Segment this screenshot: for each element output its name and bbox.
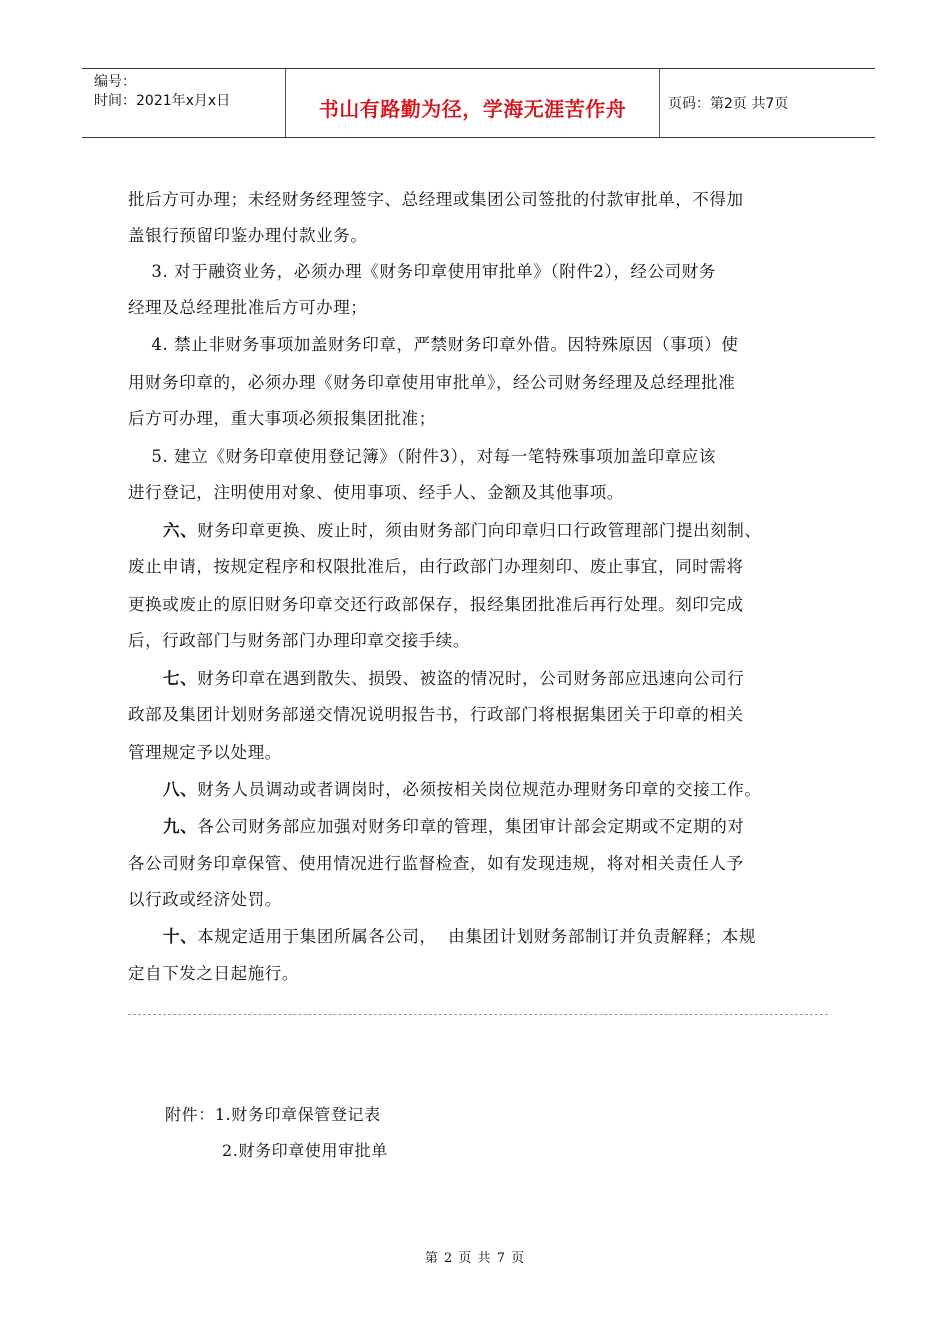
body-line: 废止申请，按规定程序和权限批准后，由行政部门办理刻印、废止事宜，同时需将 <box>128 557 744 576</box>
dashed-divider <box>128 1014 828 1015</box>
body-line: 六、财务印章更换、废止时，须由财务部门向印章归口行政管理部门提出刻制、 <box>163 521 762 540</box>
attachments-label: 附件： <box>165 1105 215 1124</box>
attachment-item: 2.财务印章使用审批单 <box>222 1141 388 1160</box>
body-line: 定自下发之日起施行。 <box>128 964 299 983</box>
body-line: 后，行政部门与财务部门办理印章交接手续。 <box>128 631 470 650</box>
body-line: 盖银行预留印鉴办理付款业务。 <box>128 226 368 245</box>
header-motto-cell <box>286 69 660 137</box>
body-line: 5. 建立《财务印章使用登记簿》（附件3），对每一笔特殊事项加盖印章应该 <box>128 447 716 466</box>
body-line: 批后方可办理；未经财务经理签字、总经理或集团公司签批的付款审批单，不得加 <box>128 190 744 209</box>
body-line: 3. 对于融资业务，必须办理《财务印章使用审批单》（附件2），经公司财务 <box>128 262 716 281</box>
body-line: 七、财务印章在遇到散失、损毁、被盗的情况时，公司财务部应迅速向公司行 <box>163 669 745 688</box>
header-page-cell <box>660 69 875 137</box>
body-line: 各公司财务印章保管、使用情况进行监督检查，如有发现违规，将对相关责任人予 <box>128 854 744 873</box>
serial-number-label: 编号： <box>94 74 136 90</box>
header-motto: 书山有路勤为径，学海无涯苦作舟 <box>318 97 627 121</box>
body-line: 管理规定予以处理。 <box>128 743 282 762</box>
attachment-line-1 <box>165 1102 381 1125</box>
body-line: 4. 禁止非财务事项加盖财务印章，严禁财务印章外借。因特殊原因（事项）使 <box>128 335 739 354</box>
document-header <box>82 68 875 138</box>
body-line: 九、各公司财务部应加强对财务印章的管理，集团审计部会定期或不定期的对 <box>163 817 745 836</box>
date-label: 时间：2021年x月x日 <box>94 93 231 109</box>
body-line: 经理及总经理批准后方可办理； <box>128 298 368 317</box>
body-line: 以行政或经济处罚。 <box>128 890 282 909</box>
body-line: 进行登记，注明使用对象、使用事项、经手人、金额及其他事项。 <box>128 483 624 502</box>
body-line: 政部及集团计划财务部递交情况说明报告书，行政部门将根据集团关于印章的相关 <box>128 705 744 724</box>
body-line: 后方可办理，重大事项必须报集团批准； <box>128 409 436 428</box>
body-line: 用财务印章的，必须办理《财务印章使用审批单》，经公司财务经理及总经理批准 <box>128 373 736 392</box>
body-line: 八、财务人员调动或者调岗时，必须按相关岗位规范办理财务印章的交接工作。 <box>163 780 762 799</box>
page-footer: 第 2 页 共 7 页 <box>424 1251 526 1266</box>
body-line: 更换或废止的原旧财务印章交还行政部保存，报经集团批准后再行处理。刻印完成 <box>128 595 744 614</box>
header-page-info: 页码：第2页 共7页 <box>668 96 789 112</box>
header-meta-cell <box>82 69 286 137</box>
attachment-item: 1.财务印章保管登记表 <box>214 1105 381 1124</box>
body-line: 十、本规定适用于集团所属各公司， 由集团计划财务部制订并负责解释；本规 <box>163 927 757 946</box>
